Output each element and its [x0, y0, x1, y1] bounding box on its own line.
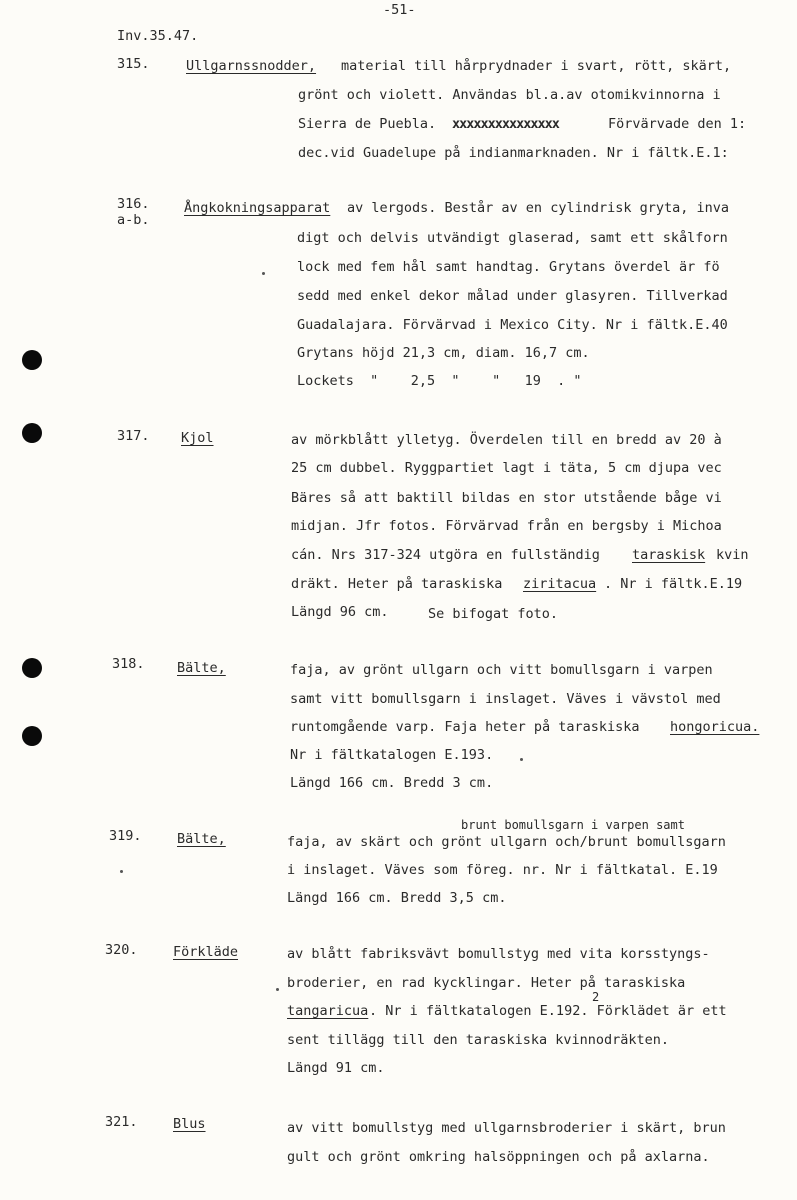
- entry-title: Förkläde: [173, 944, 239, 960]
- entry-title: Ångkokningsapparat: [184, 200, 331, 216]
- entry-line: runtomgående varp. Faja heter på taraskiska: [290, 719, 640, 735]
- entry-line: dec.vid Guadelupe på indianmarknaden. Nr i fältk.E.1:: [298, 145, 729, 161]
- entry-number: 317.: [117, 428, 150, 444]
- underlined-term: hongoricua.: [670, 719, 760, 735]
- handwritten-correction: 2: [592, 990, 600, 1004]
- entry-number: 320.: [105, 942, 138, 958]
- entry-line: midjan. Jfr fotos. Förvärvad från en bergsby i Michoa: [291, 518, 722, 534]
- entry-line: faja, av skärt och grönt ullgarn och/brunt bomullsgarn: [287, 834, 726, 850]
- entry-line: . Nr i fältk.E.19: [604, 576, 743, 592]
- entry-number: 319.: [109, 828, 142, 844]
- binder-hole: [22, 726, 42, 746]
- entry-line: Nr i fältkatalogen E.193.: [290, 747, 494, 763]
- entry-line: Längd 96 cm.: [291, 604, 389, 620]
- entry-line: av blått fabriksvävt bomullstyg med vita korsstyngs-: [287, 946, 710, 962]
- entry-line: samt vitt bomullsgarn i inslaget. Väves i vävstol med: [290, 691, 721, 707]
- entry-line: av lergods. Består av en cylindrisk gryta, inva: [347, 200, 730, 216]
- entry-title: Blus: [173, 1116, 206, 1132]
- entry-title: Bälte,: [177, 660, 226, 676]
- entry-line: Längd 166 cm. Bredd 3 cm.: [290, 775, 494, 791]
- entry-line: digt och delvis utvändigt glaserad, samt ett skålforn: [297, 230, 728, 246]
- entry-line: Se bifogat foto.: [428, 606, 559, 622]
- entry-line: . Nr i fältkatalogen E.192. Förklädet är ett: [369, 1003, 727, 1019]
- entry-sub-number: a-b.: [117, 212, 150, 228]
- entry-line: Guadalajara. Förvärvad i Mexico City. Nr i fältk.E.40: [297, 317, 728, 333]
- binder-hole: [22, 423, 42, 443]
- entry-line: 25 cm dubbel. Ryggpartiet lagt i täta, 5 cm djupa vec: [291, 460, 722, 476]
- entry-line: Förvärvade den 1:: [608, 116, 747, 132]
- entry-line: material till hårprydnader i svart, rött, skärt,: [341, 58, 732, 74]
- entry-number: 316.: [117, 196, 150, 212]
- binder-hole: [22, 350, 42, 370]
- entry-line: sedd med enkel dekor målad under glasyren. Tillverkad: [297, 288, 728, 304]
- entry-line: kvin: [716, 547, 749, 563]
- page-number: -51-: [383, 2, 416, 18]
- entry-title: Ullgarnssnodder,: [186, 58, 317, 74]
- entry-line: Längd 166 cm. Bredd 3,5 cm.: [287, 890, 507, 906]
- stray-mark: [276, 988, 279, 991]
- entry-line: lock med fem hål samt handtag. Grytans överdel är fö: [297, 259, 720, 275]
- entry-line: av mörkblått ylletyg. Överdelen till en bredd av 20 à: [291, 432, 722, 448]
- entry-number: 321.: [105, 1114, 138, 1130]
- entry-line: sent tillägg till den taraskiska kvinnodräkten.: [287, 1032, 670, 1048]
- entry-line: gult och grönt omkring halsöppningen och på axlarna.: [287, 1149, 710, 1165]
- handwritten-insert: brunt bomullsgarn i varpen samt: [461, 818, 685, 832]
- entry-title: Bälte,: [177, 831, 226, 847]
- entry-number: 318.: [112, 656, 145, 672]
- entry-line: Bäres så att baktill bildas en stor utstående båge vi: [291, 490, 722, 506]
- struck-text: xxxxxxxxxxxxxxx: [452, 116, 559, 132]
- entry-line: broderier, en rad kycklingar. Heter på taraskiska: [287, 975, 686, 991]
- entry-line: cán. Nrs 317-324 utgöra en fullständig: [291, 547, 600, 563]
- underlined-term: ziritacua: [523, 576, 597, 592]
- entry-number: 315.: [117, 56, 150, 72]
- entry-line: faja, av grönt ullgarn och vitt bomullsgarn i varpen: [290, 662, 713, 678]
- entry-line: Sierra de Puebla.: [298, 116, 437, 132]
- stray-mark: [120, 870, 123, 873]
- entry-title: Kjol: [181, 430, 214, 446]
- underlined-term: taraskisk: [632, 547, 706, 563]
- entry-line: grönt och violett. Användas bl.a.av otomikvinnorna i: [298, 87, 721, 103]
- stray-mark: [520, 758, 523, 761]
- stray-mark: [262, 272, 265, 275]
- entry-line: dräkt. Heter på taraskiska: [291, 576, 503, 592]
- entry-line: Längd 91 cm.: [287, 1060, 385, 1076]
- binder-hole: [22, 658, 42, 678]
- entry-line: Lockets " 2,5 " " 19 . ": [297, 373, 582, 389]
- underlined-term: tangaricua: [287, 1003, 369, 1019]
- entry-line: av vitt bomullstyg med ullgarnsbroderier i skärt, brun: [287, 1120, 726, 1136]
- entry-line: i inslaget. Väves som föreg. nr. Nr i fältkatal. E.19: [287, 862, 718, 878]
- entry-line: Grytans höjd 21,3 cm, diam. 16,7 cm.: [297, 345, 590, 361]
- inventory-reference: Inv.35.47.: [117, 28, 199, 44]
